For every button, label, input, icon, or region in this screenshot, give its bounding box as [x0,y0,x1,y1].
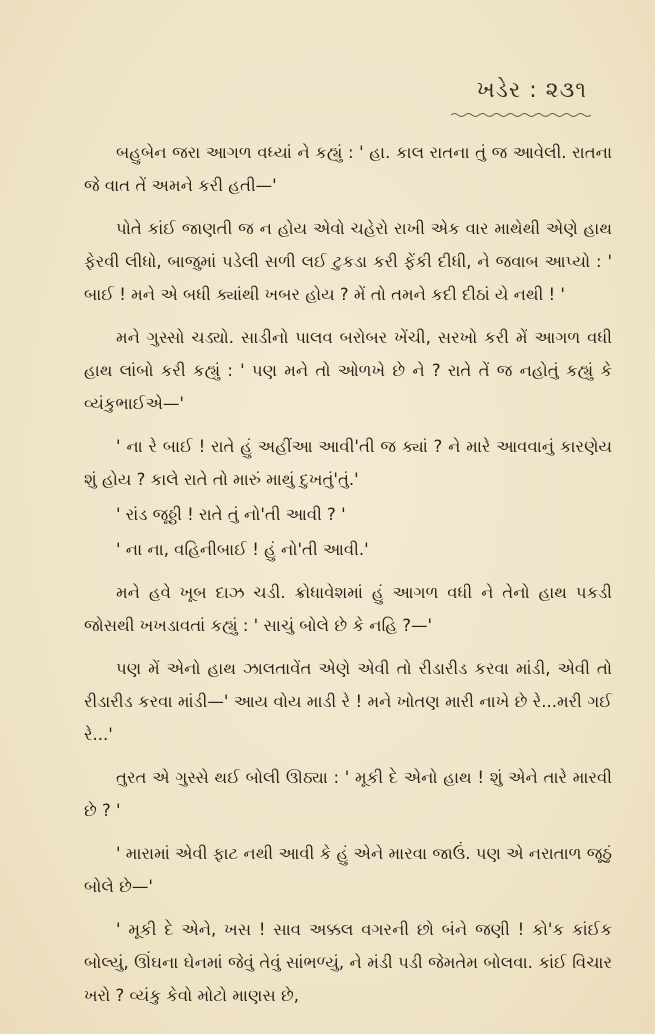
paragraph: ' રાંડ જૂઠ્ઠી ! રાતે તું નો'તી આવી ? ' [116,505,346,524]
paragraph: ' મૂકી દે એને, ખસ ! સાવ અક્કલ વગરની છો બંને જણી ! કો'ક કાંઈક બોલ્યું, ઊંઘના ઘેનમાં જેવું તેવું સાંભળ્યું, ને મંડી પડી જેમતેમ બોલવા. કાંઈ વિચાર ખરો ? વ્યંકુ કેવો મોટો માણસ છે, [84,920,612,1005]
paragraph: ' ના રે બાઈ ! રાતે હું અહીંઆ આવી'તી જ ક્યાં ? ને મારે આવવાનું કારણેય શું હોય ? કાલે રાતે તો મારું માથું દુખતું'તું.' [84,437,612,489]
paragraph: પણ મેં એનો હાથ ઝાલતાવેંત એણે એવી તો રીડારીડ કરવા માંડી, એવી તો રીડારીડ કરવા માંડી—' આય વોય માડી રે ! મને ખોતણ મારી નાખે છે રે...મરી ગઈ રે...' [84,659,612,744]
paragraph: મને ગુસ્સો ચડ્યો. સાડીનો પાલવ બરોબર ખેંચી, સરખો કરી મેં આગળ વધી હાથ લાંબો કરી કહ્યું : ' પણ મને તો ઓળખે છે ને ? રાતે તેં જ નહોતું કહ્યું કે વ્યંકુભાઈએ—' [84,328,612,413]
paragraph: પોતે કાંઈ જાણતી જ ન હોય એવો ચહેરો રાખી એક વાર માથેથી એણે હાથ ફેરવી લીધો, બાજુમાં પડેલી સળી લઈ ટુકડા કરી ફેંકી દીધી, ને જવાબ આપ્યો : ' બાઈ ! મને એ બધી ક્યાંથી ખબર હોય ? મેં તો તમને કદી દીઠાં યે નથી ! ' [84,219,612,304]
paragraph: ' મારામાં એવી ફાટ નથી આવી કે હું એને મારવા જાઉં. પણ એ નરાતાળ જૂઠું બોલે છે—' [84,844,612,896]
paragraph: મને હવે ખૂબ દાઝ ચડી. ક્રોધાવેશમાં હું આગળ વધી ને તેનો હાથ પકડી જોસથી ખખડાવતાં કહ્યું : ' સાચું બોલે છે કે નહિ ?—' [84,583,612,635]
header-ornament-rule [451,112,591,118]
paragraph: ' ના ના, વહિનીબાઈ ! હું નો'તી આવી.' [116,540,369,559]
paragraph: બહુબેન જરા આગળ વધ્યાં ને કહ્યું : ' હા. કાલ રાતના તું જ આવેલી. રાતના જે વાત તેં અમને કરી હતી—' [84,143,612,195]
paragraph: તુરત એ ગુસ્સે થઈ બોલી ઊઠ્યા : ' મૂકી દે એનો હાથ ! શું એને તારે મારવી છે ? ' [84,768,612,820]
running-header: ખડેર : ૨૩૧ [476,78,587,103]
body-text [84,136,612,1022]
